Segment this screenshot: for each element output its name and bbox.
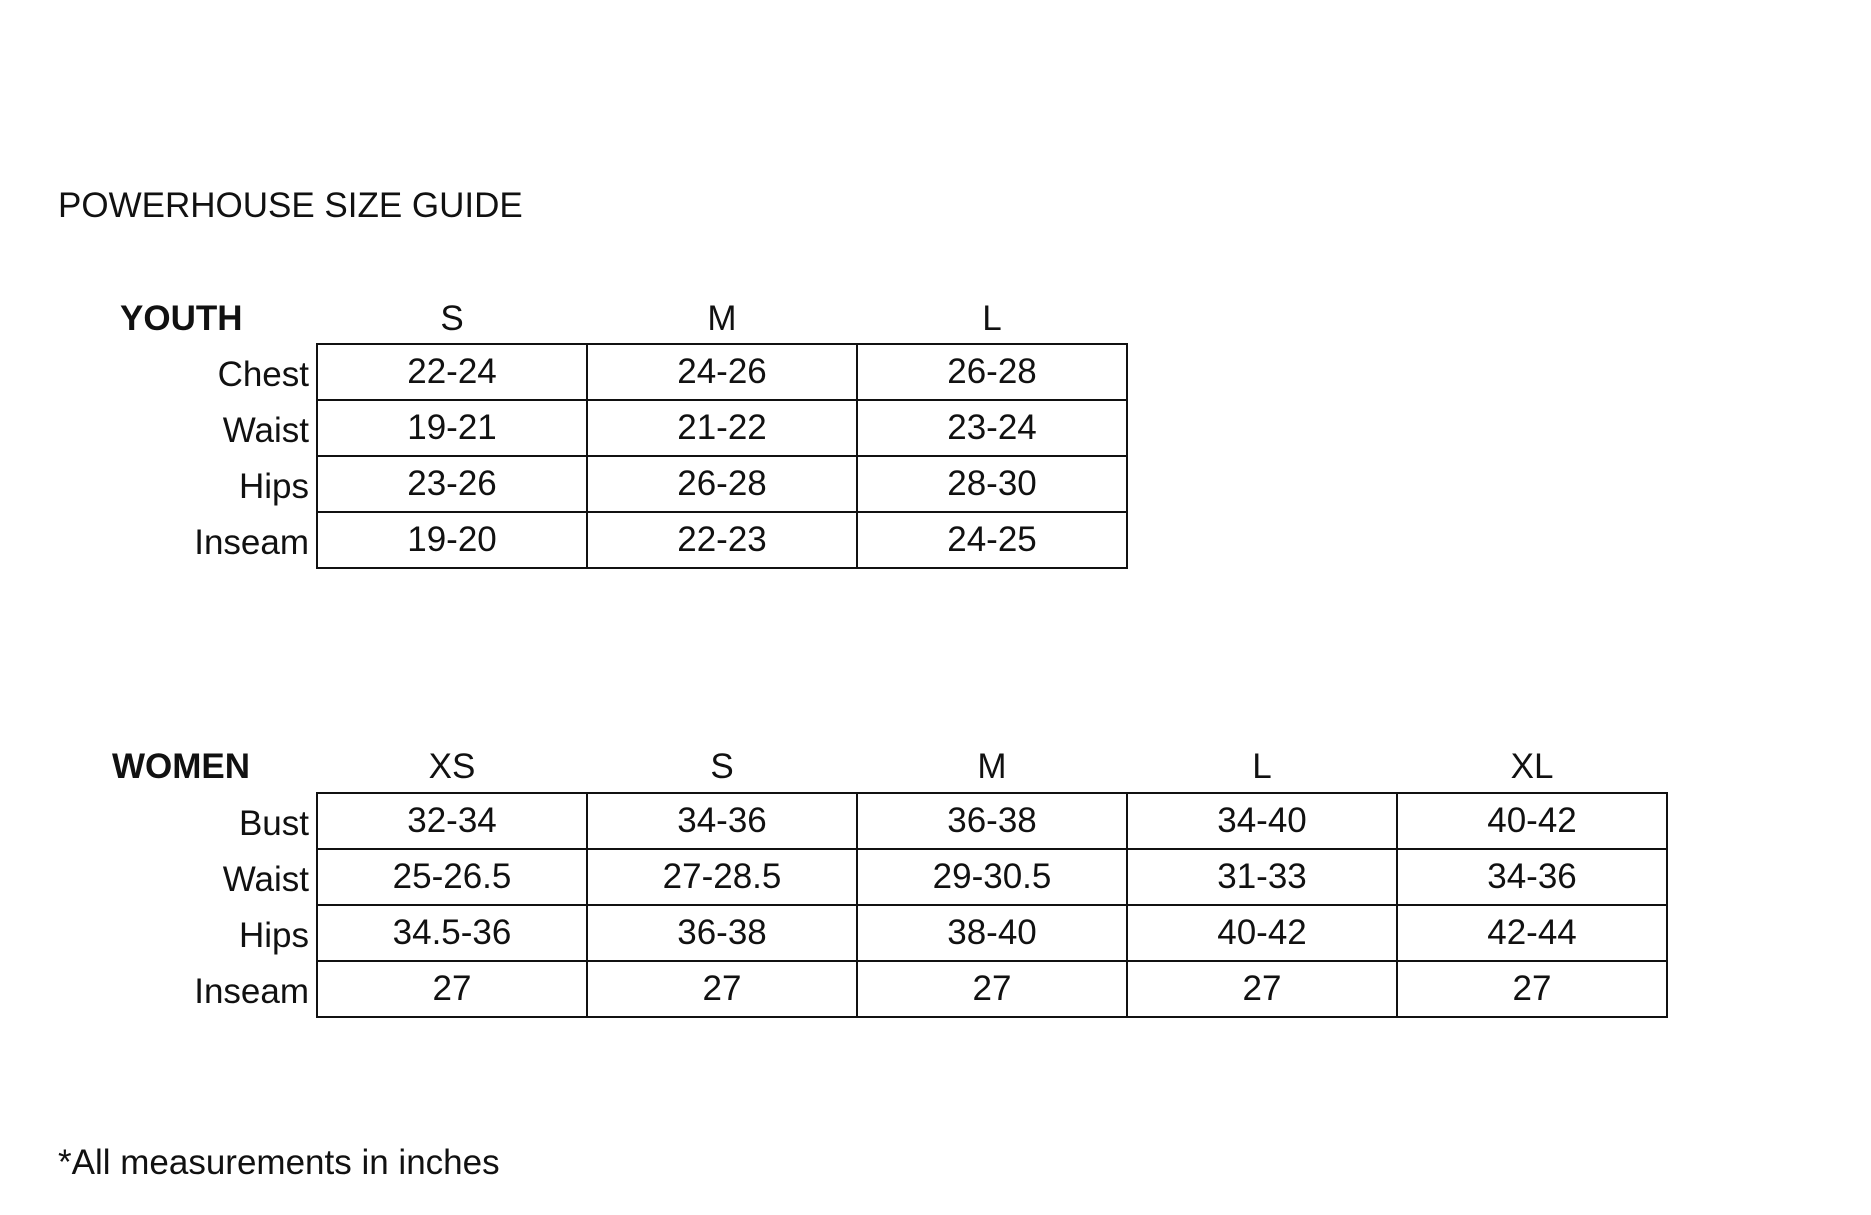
women-size-header: XS (428, 747, 476, 786)
page-title: POWERHOUSE SIZE GUIDE (58, 186, 523, 225)
table-cell: 26-28 (857, 344, 1127, 400)
table-row (317, 456, 1127, 512)
table-cell: 27 (587, 961, 857, 1017)
table-cell: 27 (317, 961, 587, 1017)
youth-size-header: M (707, 299, 737, 338)
table-cell: 34-36 (587, 793, 857, 849)
women-size-header: L (1252, 747, 1272, 786)
table-cell: 27 (1127, 961, 1397, 1017)
table-row (317, 512, 1127, 568)
table-cell: 40-42 (1127, 905, 1397, 961)
table-row (317, 849, 1667, 905)
women-row-label: Inseam (194, 972, 309, 1011)
table-cell: 36-38 (587, 905, 857, 961)
table-row (317, 793, 1667, 849)
women-size-table (316, 792, 1668, 1018)
table-cell: 25-26.5 (317, 849, 587, 905)
table-cell: 27-28.5 (587, 849, 857, 905)
table-row (317, 905, 1667, 961)
table-cell: 19-20 (317, 512, 587, 568)
table-cell: 36-38 (857, 793, 1127, 849)
youth-row-label: Inseam (194, 523, 309, 562)
table-cell: 19-21 (317, 400, 587, 456)
table-cell: 38-40 (857, 905, 1127, 961)
table-cell: 34.5-36 (317, 905, 587, 961)
table-cell: 21-22 (587, 400, 857, 456)
table-cell: 23-26 (317, 456, 587, 512)
table-cell: 32-34 (317, 793, 587, 849)
women-size-header: M (977, 747, 1007, 786)
women-row-label: Waist (222, 860, 309, 899)
table-cell: 29-30.5 (857, 849, 1127, 905)
table-row (317, 961, 1667, 1017)
table-cell: 26-28 (587, 456, 857, 512)
table-cell: 23-24 (857, 400, 1127, 456)
women-size-header: S (710, 747, 734, 786)
women-row-label: Bust (238, 804, 309, 843)
youth-row-label: Waist (222, 411, 309, 450)
youth-size-table (316, 343, 1128, 569)
table-row (317, 400, 1127, 456)
youth-section-label: YOUTH (120, 299, 243, 338)
table-cell: 40-42 (1397, 793, 1667, 849)
women-size-header: XL (1510, 747, 1554, 786)
table-cell: 27 (1397, 961, 1667, 1017)
table-cell: 27 (857, 961, 1127, 1017)
table-cell: 34-40 (1127, 793, 1397, 849)
youth-size-header: L (982, 299, 1002, 338)
footnote: *All measurements in inches (58, 1143, 500, 1182)
table-cell: 42-44 (1397, 905, 1667, 961)
youth-row-label: Hips (238, 467, 309, 506)
table-cell: 34-36 (1397, 849, 1667, 905)
youth-row-label: Chest (217, 355, 309, 394)
table-row (317, 344, 1127, 400)
table-cell: 28-30 (857, 456, 1127, 512)
table-cell: 22-23 (587, 512, 857, 568)
table-cell: 22-24 (317, 344, 587, 400)
table-cell: 31-33 (1127, 849, 1397, 905)
youth-size-header: S (440, 299, 464, 338)
table-cell: 24-25 (857, 512, 1127, 568)
women-row-label: Hips (238, 916, 309, 955)
table-cell: 24-26 (587, 344, 857, 400)
women-section-label: WOMEN (112, 747, 251, 786)
